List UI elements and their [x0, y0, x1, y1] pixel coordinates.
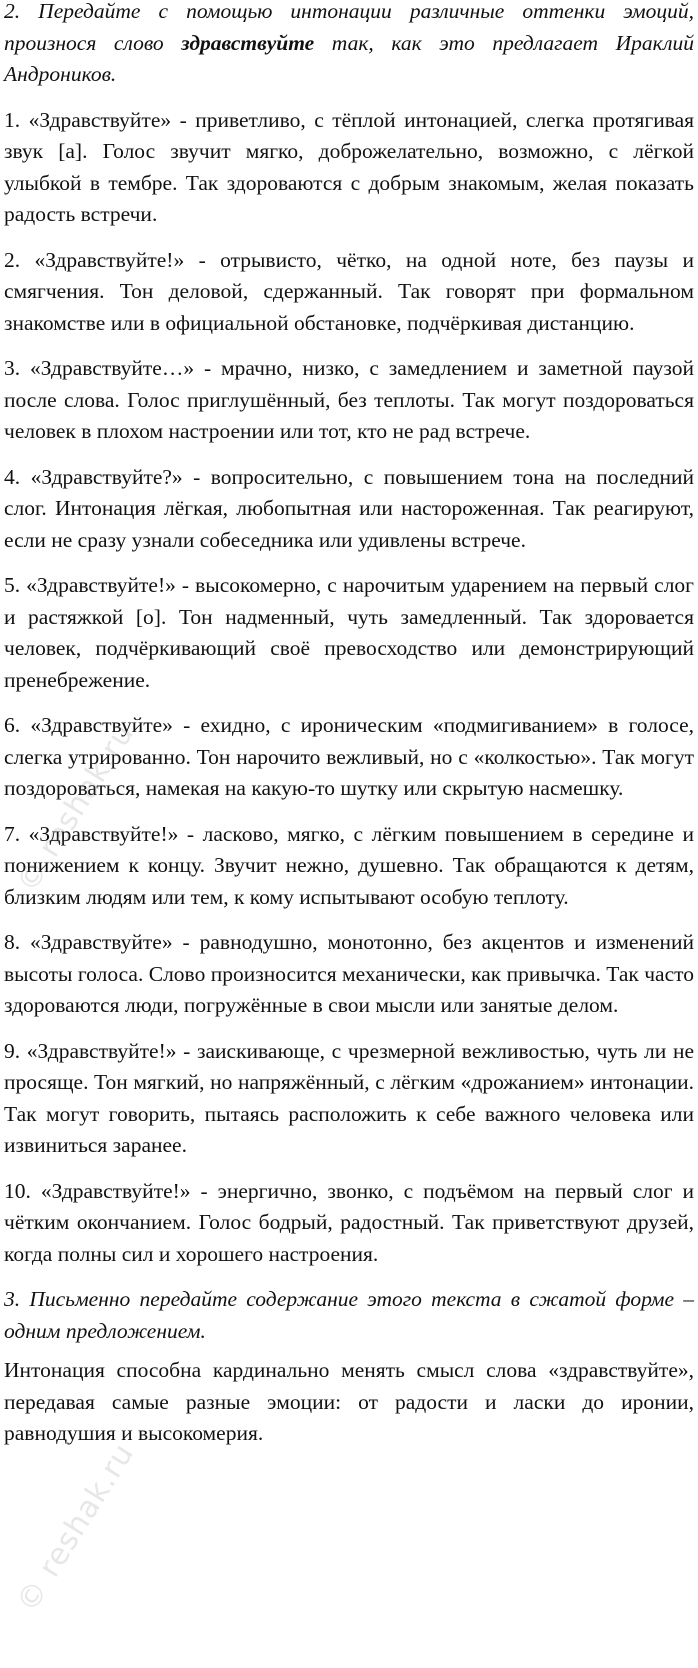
answer-item-8: 8. «Здравствуйте» - равнодушно, монотонно, без акцентов и изменений высоты голоса. Слово произносится механически, как привычка. Так часто здороваются люди, погружённые в свои мысли или занятые делом.	[4, 930, 694, 1017]
task-2-prefix: 2. Передайте с помощью интонации различные оттенки эмоций, произнося слово	[4, 0, 694, 55]
answer-item-3: 3. «Здравствуйте…» - мрачно, низко, с замедлением и заметной паузой после слова. Голос приглушённый, без теплоты. Так могут поздороваться человек в плохом настроении или тот, кто не рад встрече.	[4, 356, 694, 443]
answer-item-6: 6. «Здравствуйте» - ехидно, с ироническим «подмигиванием» в голосе, слегка утрированно. Тон нарочито вежливый, но с «колкостью». Так могут поздороваться, намекая на какую-то шутку или скрытую насмешку.	[4, 713, 694, 800]
answer-item-2: 2. «Здравствуйте!» - отрывисто, чётко, на одной ноте, без паузы и смягчения. Тон деловой, сдержанный. Так говорят при формальном знакомстве или в официальной обстановке, подчёркивая дистанцию.	[4, 247, 694, 335]
watermark-bottom: © reshak.ru	[10, 1437, 142, 1619]
task-2-prompt	[4, 0, 694, 91]
answer-item-9: 9. «Здравствуйте!» - заискивающе, с чрезмерной вежливостью, чуть ли не просяще. Тон мягкий, но напряжённый, с лёгким «дрожанием» интонации. Так могут говорить, пытаясь расположить к себе важного человека или извиниться заранее.	[4, 1038, 694, 1157]
task-2-keyword: здравствуйте	[181, 30, 315, 55]
answer-item-1: 1. «Здравствуйте» - приветливо, с тёплой интонацией, слегка протягивая звук [а]. Голос звучит мягко, доброжелательно, возможно, с лёгкой улыбкой в тембре. Так здороваются с добрым знакомым, желая показать радость встречи.	[4, 107, 694, 226]
answer-item-10: 10. «Здравствуйте!» - энергично, звонко, с подъёмом на первый слог и чётким окончанием. Голос бодрый, радостный. Так приветствуют друзей, когда полны сил и хорошего настроения.	[4, 1178, 694, 1266]
answer-item-5: 5. «Здравствуйте!» - высокомерно, с нарочитым ударением на первый слог и растяжкой [о]. Тон надменный, чуть замедленный. Так здоровается человек, подчёркивающий своё превосходство или демонстрирующий пренебрежение.	[4, 573, 694, 692]
watermark-top: © reshak.ru	[10, 717, 142, 899]
summary-sentence: Интонация способна кардинально менять смысл слова «здравствуйте», передавая самые разные эмоции: от радости и ласки до иронии, равнодушия и высокомерия.	[4, 1358, 694, 1445]
answer-item-7: 7. «Здравствуйте!» - ласково, мягко, с лёгким повышением в середине и понижением к концу. Звучит нежно, душевно. Так обращаются к детям, близким людям или тем, к кому испытывают особую теплоту.	[4, 821, 694, 909]
answer-item-4: 4. «Здравствуйте?» - вопросительно, с повышением тона на последний слог. Интонация лёгкая, любопытная или настороженная. Так реагируют, если не сразу узнали собеседника или удивлены встрече.	[4, 464, 694, 552]
task-3-prompt: 3. Письменно передайте содержание этого текста в сжатой форме – одним предложением.	[4, 1287, 694, 1343]
task-2-suffix: так, как это предлагает Ираклий Андроников.	[4, 30, 694, 86]
